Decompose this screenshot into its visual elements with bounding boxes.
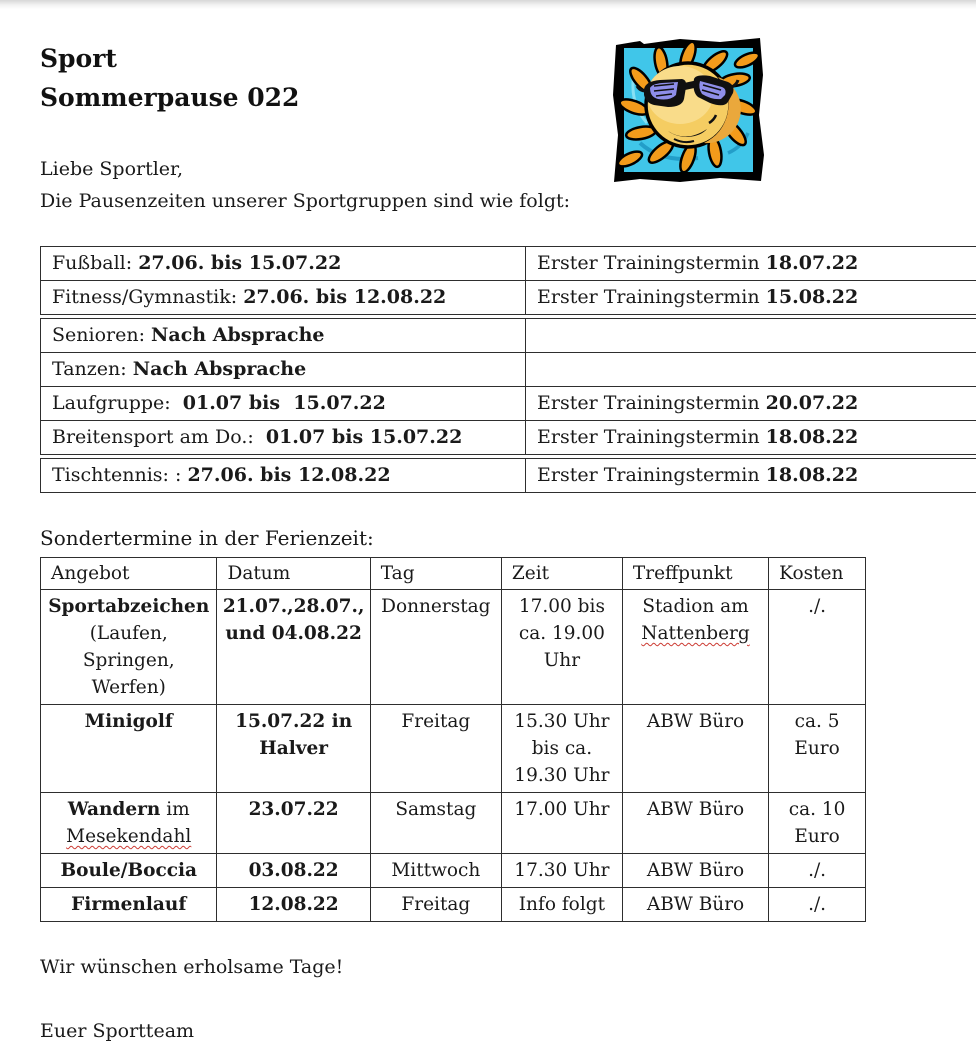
closing-text: Wir wünschen erholsame Tage!: [40, 954, 930, 981]
text: Freitag: [401, 711, 470, 732]
text: Mittwoch: [391, 860, 480, 881]
pause-cell-right: [526, 281, 976, 315]
sonder-cell: [769, 793, 866, 854]
sonder-header-cell: Treffpunkt: [622, 558, 768, 590]
sonder-cell: [370, 793, 501, 854]
text: Senioren:: [52, 324, 151, 346]
bold-text: Boule/Boccia: [60, 860, 197, 881]
sondertermine-table: [40, 557, 866, 922]
bold-text: und 04.08.22: [225, 623, 361, 644]
pause-table-group: [40, 458, 976, 493]
sonder-header-cell: Datum: [217, 558, 370, 590]
text: ABW Büro: [647, 894, 744, 915]
sondertermine-heading: Sondertermine in der Ferienzeit:: [40, 525, 930, 551]
bold-text: 18.08.22: [766, 426, 859, 448]
pause-row: [41, 281, 976, 315]
text: Stadion am: [642, 596, 748, 617]
text: Tanzen:: [52, 358, 133, 380]
text: ca. 10: [789, 799, 846, 820]
sonder-row: [41, 793, 866, 854]
bold-text: Firmenlauf: [71, 894, 186, 915]
sonder-row: [41, 888, 866, 922]
text: ABW Büro: [647, 799, 744, 820]
sonder-cell: [501, 705, 622, 793]
bold-text: 20.07.22: [766, 392, 859, 414]
sonder-row: [41, 705, 866, 793]
sonder-cell: [370, 854, 501, 888]
bold-text: 01.07 bis 15.07.22: [183, 392, 386, 414]
bold-text: 23.07.22: [249, 799, 339, 820]
text: (Laufen, Springen,: [83, 623, 175, 671]
page-title: [40, 39, 930, 117]
sonder-cell: [769, 590, 866, 705]
bold-text: 03.08.22: [249, 860, 339, 881]
pause-row: [41, 421, 976, 455]
sonder-cell: [217, 705, 370, 793]
sonder-cell: [769, 854, 866, 888]
bold-text: Wandern: [68, 799, 161, 820]
text: ./.: [808, 596, 826, 617]
sonder-row: [41, 854, 866, 888]
text: ./.: [808, 894, 826, 915]
text: Erster Trainingstermin: [537, 392, 766, 414]
pause-row: [41, 247, 976, 281]
text: Uhr: [544, 650, 580, 671]
sonder-row: [41, 590, 866, 705]
bold-text: Halver: [259, 738, 328, 759]
sonder-cell: [217, 854, 370, 888]
intro-text: Die Pausenzeiten unserer Sportgruppen sind wie folgt:: [40, 190, 570, 212]
text: Erster Trainingstermin: [537, 426, 766, 448]
intro-paragraph: [40, 153, 930, 217]
text: 19.30 Uhr: [514, 765, 609, 786]
sonder-cell: [370, 888, 501, 922]
document-page: [0, 39, 976, 1045]
pause-row: [41, 387, 976, 421]
sun-with-sunglasses-image: [610, 35, 767, 185]
text: ca. 5: [795, 711, 840, 732]
bold-text: 15.07.22 in: [235, 711, 352, 732]
text: Erster Trainingstermin: [537, 286, 766, 308]
bold-text: 18.07.22: [766, 252, 859, 274]
page-top-shadow: [0, 0, 976, 9]
pause-cell-left: [41, 247, 526, 281]
pause-cell-left: [41, 387, 526, 421]
text: im: [160, 799, 189, 820]
pause-cell-right: [526, 459, 976, 493]
bold-text: 01.07 bis 15.07.22: [266, 426, 462, 448]
bold-text: 18.08.22: [766, 464, 859, 486]
text: 17.00 Uhr: [514, 799, 609, 820]
sonder-header-cell: Tag: [370, 558, 501, 590]
text: 17.30 Uhr: [514, 860, 609, 881]
sonder-cell: [622, 705, 768, 793]
bold-text: 27.06. bis 12.08.22: [243, 286, 446, 308]
bold-text: Nach Absprache: [133, 358, 306, 380]
sonder-cell: [622, 793, 768, 854]
text: ABW Büro: [647, 860, 744, 881]
text: Euro: [794, 826, 839, 847]
sonder-cell: [41, 590, 217, 705]
sonder-cell: [501, 888, 622, 922]
pause-cell-left: [41, 319, 526, 353]
text: Breitensport am Do.:: [52, 426, 266, 448]
greeting-text: Liebe Sportler,: [40, 158, 183, 180]
pause-row: [41, 319, 976, 353]
sonder-cell: [501, 590, 622, 705]
text: 17.00 bis: [519, 596, 605, 617]
pause-row: [41, 459, 976, 493]
text: ABW Büro: [647, 711, 744, 732]
pause-table-group: [40, 318, 976, 455]
sonder-cell: [370, 705, 501, 793]
bold-text: 15.08.22: [766, 286, 859, 308]
text: ./.: [808, 860, 826, 881]
pause-times-table: [40, 246, 930, 493]
sonder-header-cell: Angebot: [41, 558, 217, 590]
sonder-cell: [501, 793, 622, 854]
spellcheck-marked-word: Mesekendahl: [66, 826, 191, 847]
text: Samstag: [395, 799, 476, 820]
signature-text: Euer Sportteam: [40, 1018, 930, 1045]
sonder-cell: [41, 793, 217, 854]
bold-text: 27.06. bis 15.07.22: [138, 252, 341, 274]
sonder-cell: [622, 888, 768, 922]
pause-cell-right: [526, 353, 976, 387]
text: Werfen): [92, 677, 166, 698]
sonder-cell: [217, 793, 370, 854]
pause-cell-left: [41, 281, 526, 315]
sonder-cell: [769, 888, 866, 922]
sonder-cell: [217, 590, 370, 705]
sonder-cell: [41, 705, 217, 793]
bold-text: 12.08.22: [249, 894, 339, 915]
sonder-cell: [41, 854, 217, 888]
text: Laufgruppe:: [52, 392, 183, 414]
text: ca. 19.00: [519, 623, 605, 644]
bold-text: 27.06. bis 12.08.22: [187, 464, 390, 486]
text: Erster Trainingstermin: [537, 464, 766, 486]
text: Fußball:: [52, 252, 138, 274]
bold-text: Minigolf: [85, 711, 173, 732]
text: Freitag: [401, 894, 470, 915]
text: Donnerstag: [381, 596, 490, 617]
pause-cell-right: [526, 247, 976, 281]
sun-clipart-svg: [610, 35, 767, 185]
sonder-cell: [622, 590, 768, 705]
sonder-cell: [217, 888, 370, 922]
sonder-cell: [41, 888, 217, 922]
sonder-cell: [769, 705, 866, 793]
text: bis ca.: [532, 738, 592, 759]
pause-cell-right: [526, 319, 976, 353]
sonder-header-cell: Zeit: [501, 558, 622, 590]
pause-table-group: [40, 246, 976, 315]
sonder-header-cell: Kosten: [769, 558, 866, 590]
spellcheck-marked-word: Nattenberg: [641, 623, 749, 644]
pause-cell-left: [41, 353, 526, 387]
bold-text: 21.07.,28.07.,: [223, 596, 365, 617]
text: Info folgt: [519, 894, 605, 915]
title-line-1: Sport: [40, 44, 117, 73]
pause-cell-left: [41, 421, 526, 455]
text: Fitness/Gymnastik:: [52, 286, 243, 308]
bold-text: Sportabzeichen: [48, 596, 209, 617]
title-line-2: Sommerpause 022: [40, 83, 299, 112]
text: Erster Trainingstermin: [537, 252, 766, 274]
text: Euro: [794, 738, 839, 759]
sonder-header-row: [41, 558, 866, 590]
pause-cell-left: [41, 459, 526, 493]
bold-text: Nach Absprache: [151, 324, 324, 346]
sonder-cell: [622, 854, 768, 888]
pause-row: [41, 353, 976, 387]
text: Tischtennis: :: [52, 464, 187, 486]
sonder-cell: [370, 590, 501, 705]
text: 15.30 Uhr: [514, 711, 609, 732]
sonder-cell: [501, 854, 622, 888]
pause-cell-right: [526, 421, 976, 455]
pause-cell-right: [526, 387, 976, 421]
